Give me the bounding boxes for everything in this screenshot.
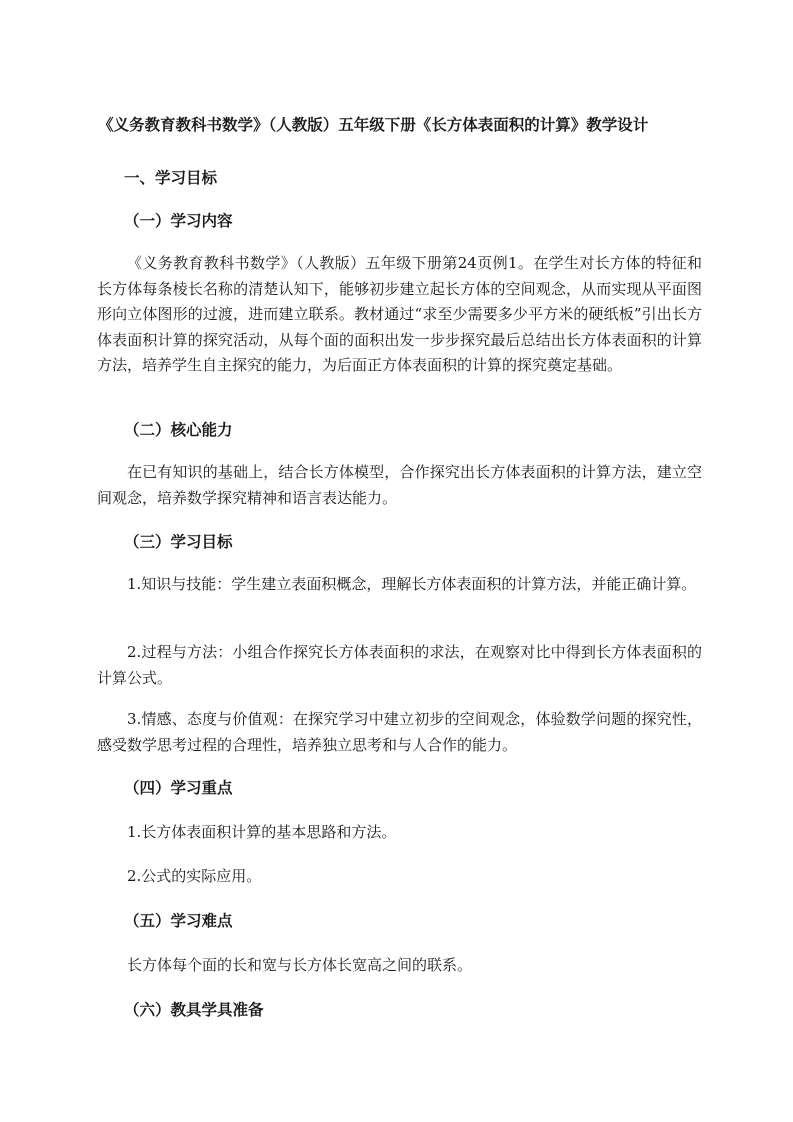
objective-item-process: 2.过程与方法：小组合作探究长方体表面积的求法，在观察对比中得到长方体表面积的计算公式。 <box>97 643 702 687</box>
subheading-learning-objectives: （三）学习目标 <box>124 532 233 551</box>
paragraph-learning-content: 《义务教育教科书数学》（人教版）五年级下册第24页例1。在学生对长方体的特征和长方体每条棱长名称的清楚认知下，能够初步建立起长方体的空间观念，从而实现从平面图形向立体图形的过渡，进而建立联系。教材通过“求至少需要多少平方米的硬纸板”引出长方体表面积计算的探究活动，从每个面的面积出发一步步探究最后总结出长方体表面积的计算方法，培养学生自主探究的能力，为后面正方体表面积的计算的探究奠定基础。 <box>97 254 702 374</box>
subheading-difficulties: （五）学习难点 <box>124 911 233 930</box>
section-heading-learning-goals: 一、学习目标 <box>124 168 218 187</box>
subheading-learning-content: （一）学习内容 <box>124 211 233 230</box>
paragraph-core-ability: 在已有知识的基础上，结合长方体模型，合作探究出长方体表面积的计算方法，建立空间观念，培养数学探究精神和语言表达能力。 <box>97 463 702 507</box>
objective-item-attitude: 3.情感、态度与价值观：在探究学习中建立初步的空间观念，体验数学问题的探究性，感受数学思考过程的合理性，培养独立思考和与人合作的能力。 <box>97 710 702 754</box>
subheading-key-points: （四）学习重点 <box>124 778 233 797</box>
key-point-item-1: 1.长方体表面积计算的基本思路和方法。 <box>127 823 397 841</box>
objective-item-knowledge: 1.知识与技能：学生建立表面积概念，理解长方体表面积的计算方法，并能正确计算。 <box>127 575 697 593</box>
subheading-teaching-aids: （六）教具学具准备 <box>124 1000 264 1019</box>
paragraph-difficulties: 长方体每个面的长和宽与长方体长宽高之间的联系。 <box>127 956 473 974</box>
subheading-core-ability: （二）核心能力 <box>124 420 233 439</box>
document-title: 《义务教育教科书数学》（人教版）五年级下册《长方体表面积的计算》教学设计 <box>98 115 649 134</box>
key-point-item-2: 2.公式的实际应用。 <box>127 867 262 885</box>
